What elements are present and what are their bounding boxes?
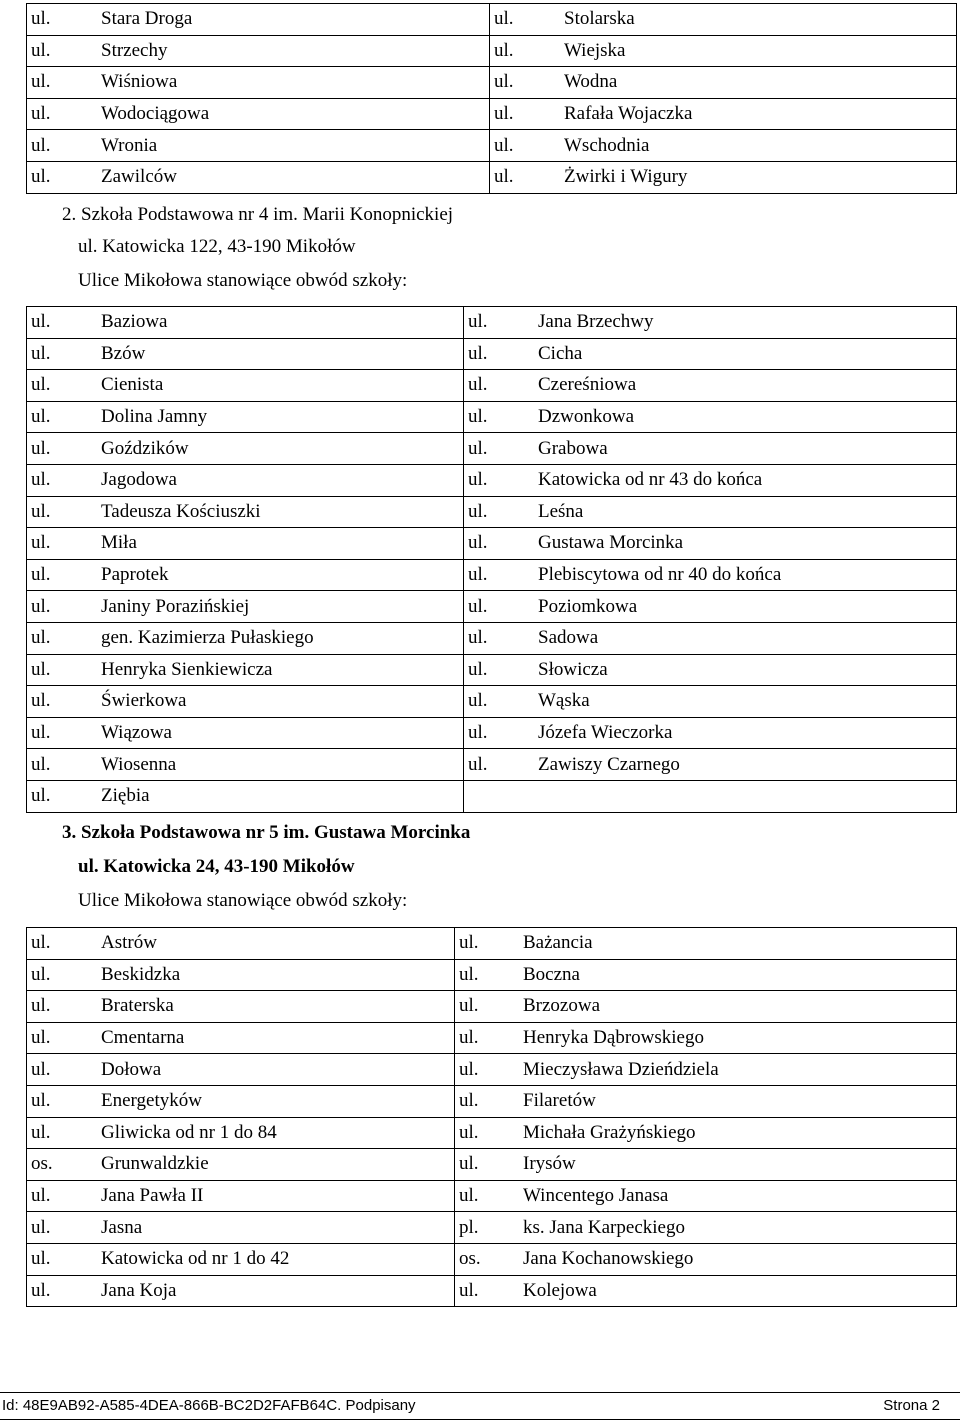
street-cell	[27, 98, 490, 130]
street-prefix: ul.	[468, 311, 488, 333]
school-3-title: 3. Szkoła Podstawowa nr 5 im. Gustawa Morcinka	[62, 822, 471, 843]
street-cell	[27, 35, 490, 67]
street-prefix: ul.	[31, 500, 51, 522]
street-prefix: ul.	[31, 1058, 51, 1080]
school-2-subtitle: Ulice Mikołowa stanowiące obwód szkoły:	[78, 270, 408, 291]
street-cell	[455, 1085, 957, 1117]
street-prefix: ul.	[31, 627, 51, 649]
street-name: Cienista	[101, 374, 164, 396]
table-row	[27, 959, 957, 991]
street-name: ks. Jana Karpeckiego	[523, 1216, 685, 1238]
street-prefix: ul.	[494, 71, 514, 93]
street-cell	[27, 130, 490, 162]
street-name: Jana Kochanowskiego	[523, 1248, 694, 1270]
table-row	[27, 67, 957, 99]
street-prefix: ul.	[468, 658, 488, 680]
street-prefix: ul.	[468, 342, 488, 364]
street-prefix: os.	[459, 1248, 481, 1270]
street-prefix: ul.	[31, 8, 51, 30]
table-row	[27, 370, 957, 402]
table-row	[27, 130, 957, 162]
street-prefix: ul.	[31, 690, 51, 712]
street-cell	[27, 654, 464, 686]
street-cell	[27, 1180, 455, 1212]
street-name: Janiny Porazińskiej	[101, 595, 250, 617]
street-name: Brzozowa	[523, 995, 601, 1017]
table-row	[27, 4, 957, 36]
street-cell	[27, 1243, 455, 1275]
table-row	[27, 928, 957, 960]
street-cell	[455, 1212, 957, 1244]
street-cell	[464, 686, 957, 718]
street-cell	[27, 401, 464, 433]
street-name: Dołowa	[101, 1058, 162, 1080]
street-prefix: ul.	[31, 1279, 51, 1301]
street-table-school-2	[26, 306, 957, 813]
street-prefix: ul.	[31, 166, 51, 188]
table-row	[27, 338, 957, 370]
street-prefix: ul.	[459, 1027, 479, 1049]
street-cell	[464, 433, 957, 465]
street-cell	[27, 433, 464, 465]
street-prefix: ul.	[494, 166, 514, 188]
page-number: Strona 2	[883, 1397, 940, 1414]
street-name: Wincentego Janasa	[523, 1185, 669, 1207]
street-cell	[464, 464, 957, 496]
street-name: Michała Grażyńskiego	[523, 1121, 696, 1143]
street-name: Zawiszy Czarnego	[538, 753, 680, 775]
school-2-address: ul. Katowicka 122, 43-190 Mikołów	[78, 236, 356, 257]
table-row	[27, 98, 957, 130]
street-cell	[27, 1085, 455, 1117]
street-name: Cmentarna	[101, 1027, 185, 1049]
street-prefix: ul.	[468, 374, 488, 396]
street-name: Gliwicka od nr 1 do 84	[101, 1121, 277, 1143]
street-name: Wąska	[538, 690, 590, 712]
street-prefix: ul.	[468, 627, 488, 649]
street-cell	[464, 307, 957, 339]
school-3-address: ul. Katowicka 24, 43-190 Mikołów	[78, 856, 355, 877]
street-name: Katowicka od nr 43 do końca	[538, 469, 763, 491]
street-prefix: ul.	[468, 564, 488, 586]
street-name: Boczna	[523, 963, 580, 985]
street-cell	[27, 928, 455, 960]
street-prefix: ul.	[31, 1216, 51, 1238]
street-prefix: ul.	[468, 500, 488, 522]
table-row	[27, 1022, 957, 1054]
street-cell	[27, 1149, 455, 1181]
table-row	[27, 749, 957, 781]
page-footer	[0, 1392, 960, 1420]
street-cell	[464, 496, 957, 528]
street-prefix: ul.	[31, 932, 51, 954]
street-name: Tadeusza Kościuszki	[101, 500, 261, 522]
table-row	[27, 401, 957, 433]
street-name: Świerkowa	[101, 690, 187, 712]
street-name: Wodociągowa	[101, 103, 210, 125]
street-name: gen. Kazimierza Pułaskiego	[101, 627, 314, 649]
street-prefix: ul.	[459, 932, 479, 954]
street-prefix: ul.	[31, 406, 51, 428]
street-name: Stara Droga	[101, 8, 193, 30]
street-cell	[27, 161, 490, 193]
street-name: Henryka Dąbrowskiego	[523, 1027, 704, 1049]
street-name: Irysów	[523, 1153, 576, 1175]
street-name: Strzechy	[101, 39, 168, 61]
street-prefix: ul.	[468, 595, 488, 617]
street-cell	[455, 1149, 957, 1181]
street-prefix: ul.	[468, 437, 488, 459]
street-prefix: ul.	[31, 658, 51, 680]
street-cell	[455, 1054, 957, 1086]
street-prefix: ul.	[31, 103, 51, 125]
street-name: Wiejska	[564, 39, 626, 61]
table-row	[27, 591, 957, 623]
street-cell	[27, 686, 464, 718]
street-cell	[27, 67, 490, 99]
street-prefix: ul.	[31, 1248, 51, 1270]
street-name: Ziębia	[101, 785, 150, 807]
table-row	[27, 717, 957, 749]
street-prefix: ul.	[31, 1121, 51, 1143]
street-cell	[464, 591, 957, 623]
street-cell	[455, 1275, 957, 1307]
street-prefix: ul.	[468, 753, 488, 775]
empty-cell	[464, 780, 957, 812]
street-cell	[27, 991, 455, 1023]
street-name: Bzów	[101, 342, 146, 364]
street-name: Jana Brzechwy	[538, 311, 654, 333]
street-prefix: ul.	[31, 311, 51, 333]
street-name: Wiśniowa	[101, 71, 178, 93]
street-name: Żwirki i Wigury	[564, 166, 688, 188]
table-row	[27, 1085, 957, 1117]
street-name: Gustawa Morcinka	[538, 532, 684, 554]
street-cell	[455, 928, 957, 960]
street-cell	[455, 991, 957, 1023]
street-name: Rafała Wojaczka	[564, 103, 693, 125]
street-prefix: ul.	[494, 39, 514, 61]
document-id: Id: 48E9AB92-A585-4DEA-866B-BC2D2FAFB64C. Podpisany	[2, 1397, 416, 1414]
street-prefix: ul.	[459, 1279, 479, 1301]
street-name: Plebiscytowa od nr 40 do końca	[538, 564, 782, 586]
street-name: Dzwonkowa	[538, 406, 635, 428]
street-name: Braterska	[101, 995, 174, 1017]
street-cell	[464, 559, 957, 591]
street-prefix: ul.	[31, 374, 51, 396]
street-cell	[27, 780, 464, 812]
street-cell	[27, 959, 455, 991]
street-prefix: ul.	[494, 103, 514, 125]
street-cell	[464, 654, 957, 686]
street-prefix: ul.	[31, 134, 51, 156]
street-prefix: ul.	[494, 8, 514, 30]
table-row	[27, 1212, 957, 1244]
street-prefix: ul.	[31, 1185, 51, 1207]
street-prefix: ul.	[31, 39, 51, 61]
street-prefix: ul.	[459, 963, 479, 985]
table-row	[27, 35, 957, 67]
table-row	[27, 1275, 957, 1307]
street-name: Jana Pawła II	[101, 1185, 204, 1207]
street-cell	[27, 591, 464, 623]
table-row	[27, 1243, 957, 1275]
street-name: Cicha	[538, 342, 583, 364]
street-cell	[27, 528, 464, 560]
street-cell	[464, 401, 957, 433]
street-prefix: ul.	[468, 722, 488, 744]
street-prefix: ul.	[31, 342, 51, 364]
table-row	[27, 780, 957, 812]
street-name: Wschodnia	[564, 134, 650, 156]
street-table-school-1-continued	[26, 3, 957, 194]
street-cell	[455, 959, 957, 991]
street-cell	[27, 622, 464, 654]
street-name: Wodna	[564, 71, 618, 93]
street-prefix: ul.	[468, 690, 488, 712]
street-name: Wronia	[101, 134, 158, 156]
street-cell	[464, 622, 957, 654]
street-name: Miła	[101, 532, 137, 554]
street-name: Mieczysława Dzieńdziela	[523, 1058, 719, 1080]
street-prefix: pl.	[459, 1216, 479, 1238]
table-row	[27, 1117, 957, 1149]
street-cell	[27, 749, 464, 781]
street-prefix: ul.	[31, 437, 51, 459]
street-cell	[490, 130, 957, 162]
street-name: Zawilców	[101, 166, 177, 188]
street-prefix: ul.	[31, 595, 51, 617]
street-prefix: ul.	[468, 532, 488, 554]
street-name: Jana Koja	[101, 1279, 177, 1301]
street-prefix: ul.	[31, 469, 51, 491]
street-cell	[490, 161, 957, 193]
street-name: Jasna	[101, 1216, 143, 1238]
street-name: Dolina Jamny	[101, 406, 208, 428]
table-row	[27, 1180, 957, 1212]
street-cell	[27, 464, 464, 496]
street-name: Baziowa	[101, 311, 168, 333]
street-cell	[27, 1022, 455, 1054]
street-name: Leśna	[538, 500, 584, 522]
street-prefix: ul.	[468, 469, 488, 491]
street-cell	[455, 1117, 957, 1149]
street-name: Bażancia	[523, 932, 593, 954]
street-name: Filaretów	[523, 1090, 596, 1112]
table-row	[27, 496, 957, 528]
street-prefix: ul.	[31, 71, 51, 93]
street-cell	[464, 717, 957, 749]
street-cell	[464, 528, 957, 560]
street-cell	[455, 1243, 957, 1275]
table-row	[27, 559, 957, 591]
street-name: Poziomkowa	[538, 595, 638, 617]
street-name: Paprotek	[101, 564, 169, 586]
table-row	[27, 654, 957, 686]
table-row	[27, 161, 957, 193]
street-cell	[455, 1022, 957, 1054]
street-cell	[464, 749, 957, 781]
street-prefix: ul.	[494, 134, 514, 156]
table-row	[27, 991, 957, 1023]
street-prefix: ul.	[459, 1153, 479, 1175]
table-row	[27, 307, 957, 339]
street-cell	[27, 1054, 455, 1086]
street-name: Grabowa	[538, 437, 608, 459]
street-name: Goździków	[101, 437, 189, 459]
street-prefix: ul.	[459, 1185, 479, 1207]
street-cell	[27, 4, 490, 36]
street-cell	[464, 338, 957, 370]
school-2-title: 2. Szkoła Podstawowa nr 4 im. Marii Konopnickiej	[62, 204, 454, 225]
school-3-subtitle: Ulice Mikołowa stanowiące obwód szkoły:	[78, 890, 408, 911]
street-table-school-3	[26, 927, 957, 1307]
table-row	[27, 464, 957, 496]
street-cell	[490, 35, 957, 67]
street-cell	[27, 338, 464, 370]
street-cell	[27, 1117, 455, 1149]
street-prefix: ul.	[459, 995, 479, 1017]
table-row	[27, 433, 957, 465]
street-prefix: ul.	[31, 963, 51, 985]
street-name: Słowicza	[538, 658, 608, 680]
street-prefix: ul.	[31, 1027, 51, 1049]
street-cell	[27, 496, 464, 528]
street-name: Kolejowa	[523, 1279, 597, 1301]
street-name: Czereśniowa	[538, 374, 637, 396]
street-name: Wiosenna	[101, 753, 177, 775]
street-name: Jagodowa	[101, 469, 177, 491]
street-prefix: ul.	[31, 753, 51, 775]
street-name: Astrów	[101, 932, 157, 954]
street-cell	[490, 4, 957, 36]
street-cell	[27, 307, 464, 339]
street-cell	[27, 370, 464, 402]
street-cell	[464, 370, 957, 402]
street-prefix: ul.	[31, 1090, 51, 1112]
street-prefix: ul.	[31, 785, 51, 807]
street-cell	[455, 1180, 957, 1212]
street-cell	[490, 98, 957, 130]
table-row	[27, 686, 957, 718]
table-row	[27, 1054, 957, 1086]
table-row	[27, 622, 957, 654]
street-name: Wiązowa	[101, 722, 172, 744]
street-cell	[27, 1275, 455, 1307]
street-prefix: ul.	[459, 1058, 479, 1080]
table-row	[27, 528, 957, 560]
street-name: Energetyków	[101, 1090, 202, 1112]
street-cell	[27, 1212, 455, 1244]
street-name: Henryka Sienkiewicza	[101, 658, 273, 680]
street-prefix: os.	[31, 1153, 53, 1175]
street-cell	[27, 559, 464, 591]
street-name: Sadowa	[538, 627, 599, 649]
street-prefix: ul.	[31, 722, 51, 744]
street-prefix: ul.	[459, 1090, 479, 1112]
street-prefix: ul.	[459, 1121, 479, 1143]
street-prefix: ul.	[31, 995, 51, 1017]
street-name: Beskidzka	[101, 963, 181, 985]
street-name: Grunwaldzkie	[101, 1153, 209, 1175]
street-prefix: ul.	[31, 532, 51, 554]
street-name: Katowicka od nr 1 do 42	[101, 1248, 290, 1270]
table-row	[27, 1149, 957, 1181]
street-cell	[490, 67, 957, 99]
street-cell	[27, 717, 464, 749]
street-name: Józefa Wieczorka	[538, 722, 673, 744]
street-prefix: ul.	[31, 564, 51, 586]
street-prefix: ul.	[468, 406, 488, 428]
street-name: Stolarska	[564, 8, 635, 30]
